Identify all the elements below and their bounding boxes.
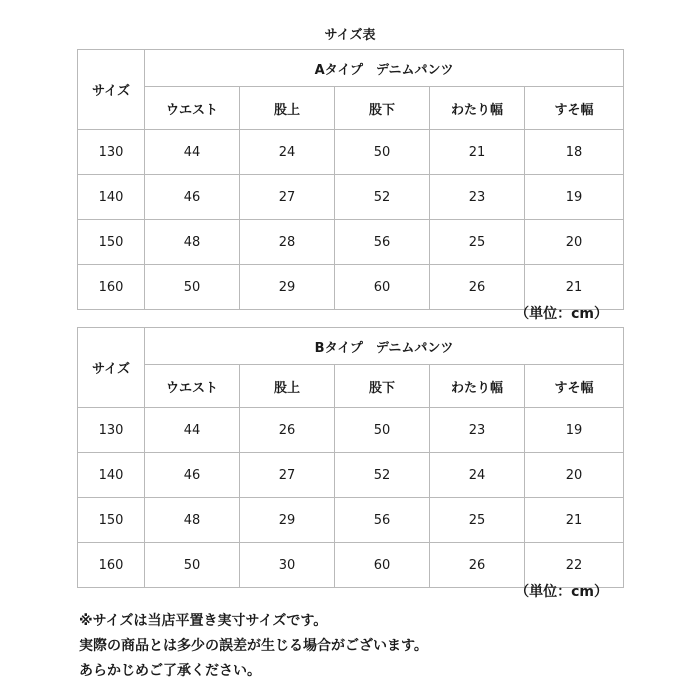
size-cell: 150: [78, 498, 145, 543]
value-cell: 60: [335, 265, 430, 310]
size-cell: 160: [78, 265, 145, 310]
note-line: あらかじめご了承ください。: [79, 663, 261, 679]
value-cell: 24: [240, 130, 335, 175]
value-cell: 21: [525, 265, 624, 310]
column-header-inseam: 股下: [335, 87, 430, 130]
value-cell: 25: [430, 220, 525, 265]
column-header-rise: 股上: [240, 365, 335, 408]
value-cell: 23: [430, 408, 525, 453]
unit-label: （単位：cm）: [515, 584, 608, 600]
column-header-hem: すそ幅: [525, 365, 624, 408]
value-cell: 20: [525, 453, 624, 498]
value-cell: 27: [240, 453, 335, 498]
column-header-hem: すそ幅: [525, 87, 624, 130]
column-header-rise: 股上: [240, 87, 335, 130]
column-header-waist: ウエスト: [145, 365, 240, 408]
size-cell: 140: [78, 175, 145, 220]
notes: [79, 609, 428, 684]
value-cell: 50: [145, 265, 240, 310]
value-cell: 26: [430, 543, 525, 588]
unit-label: （単位：cm）: [515, 306, 608, 322]
value-cell: 29: [240, 265, 335, 310]
value-cell: 25: [430, 498, 525, 543]
value-cell: 26: [430, 265, 525, 310]
value-cell: 21: [430, 130, 525, 175]
value-cell: 56: [335, 220, 430, 265]
value-cell: 52: [335, 175, 430, 220]
value-cell: 19: [525, 408, 624, 453]
table-row: [78, 408, 624, 453]
value-cell: 56: [335, 498, 430, 543]
table-row: [78, 498, 624, 543]
value-cell: 44: [145, 130, 240, 175]
size-cell: 160: [78, 543, 145, 588]
value-cell: 23: [430, 175, 525, 220]
value-cell: 50: [335, 408, 430, 453]
value-cell: 19: [525, 175, 624, 220]
size-table-b: [77, 327, 624, 588]
value-cell: 30: [240, 543, 335, 588]
value-cell: 48: [145, 498, 240, 543]
value-cell: 50: [145, 543, 240, 588]
table-row: [78, 453, 624, 498]
column-header-waist: ウエスト: [145, 87, 240, 130]
value-cell: 52: [335, 453, 430, 498]
value-cell: 22: [525, 543, 624, 588]
table-row: [78, 220, 624, 265]
value-cell: 27: [240, 175, 335, 220]
table-type-title: Aタイプ デニムパンツ: [145, 50, 624, 87]
table-type-title: Bタイプ デニムパンツ: [145, 328, 624, 365]
value-cell: 26: [240, 408, 335, 453]
size-table-a: [77, 49, 624, 310]
size-header: サイズ: [78, 328, 145, 408]
value-cell: 29: [240, 498, 335, 543]
column-header-thigh: わたり幅: [430, 365, 525, 408]
value-cell: 20: [525, 220, 624, 265]
value-cell: 46: [145, 453, 240, 498]
column-header-thigh: わたり幅: [430, 87, 525, 130]
value-cell: 50: [335, 130, 430, 175]
size-cell: 130: [78, 130, 145, 175]
table-row: [78, 130, 624, 175]
table-row: [78, 175, 624, 220]
size-cell: 130: [78, 408, 145, 453]
note-line: 実際の商品とは多少の誤差が生じる場合がございます。: [79, 638, 428, 654]
value-cell: 18: [525, 130, 624, 175]
size-header: サイズ: [78, 50, 145, 130]
value-cell: 60: [335, 543, 430, 588]
value-cell: 44: [145, 408, 240, 453]
column-header-inseam: 股下: [335, 365, 430, 408]
value-cell: 24: [430, 453, 525, 498]
note-line: ※サイズは当店平置き実寸サイズです。: [79, 613, 328, 629]
value-cell: 46: [145, 175, 240, 220]
size-cell: 150: [78, 220, 145, 265]
value-cell: 48: [145, 220, 240, 265]
value-cell: 21: [525, 498, 624, 543]
page-title: サイズ表: [324, 28, 376, 43]
value-cell: 28: [240, 220, 335, 265]
size-cell: 140: [78, 453, 145, 498]
